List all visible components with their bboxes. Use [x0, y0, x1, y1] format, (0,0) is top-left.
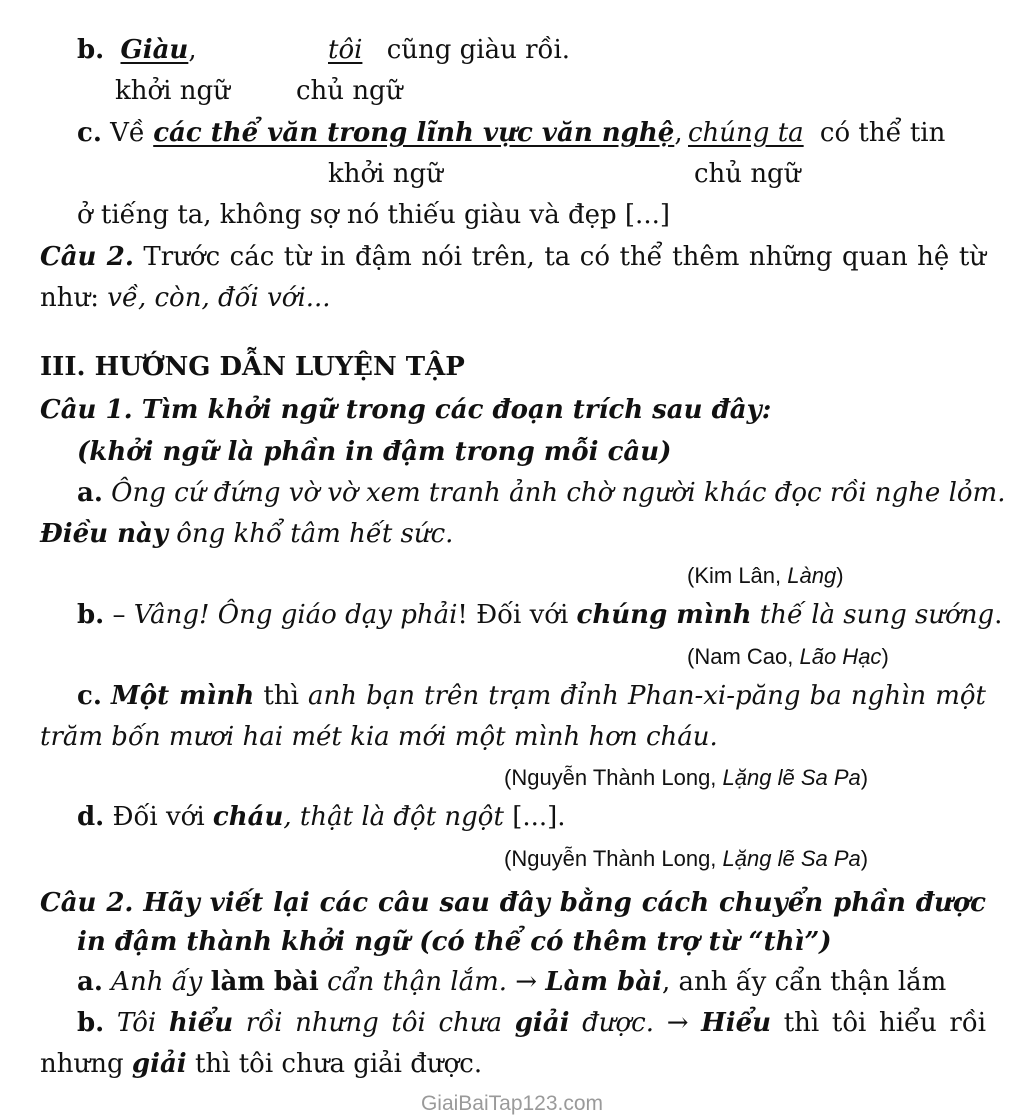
sentence-rest: thì tôi hiểu rồi	[783, 1008, 987, 1038]
topic-tag: khởi ngữ	[115, 76, 230, 106]
sentence-text: nhưng	[40, 1049, 124, 1079]
cau2-line1	[40, 241, 986, 273]
quote-pre: Đối với	[112, 802, 205, 832]
example-c-line	[77, 117, 683, 149]
item-label: b.	[77, 35, 105, 65]
source-close: )	[860, 765, 869, 790]
example-b-subject-line	[328, 34, 570, 66]
example-b-line	[77, 34, 197, 66]
quote-text: thế là sung sướng	[759, 600, 995, 630]
topic-phrase: Hiểu	[701, 1008, 772, 1038]
q1-a-source	[687, 560, 844, 592]
quote-end: .	[994, 600, 1003, 630]
sentence-rest: , anh ấy cẩn thận lắm	[661, 967, 947, 997]
item-label: d.	[77, 802, 105, 832]
q1-a-line1	[77, 477, 1006, 509]
sentence-text: Anh ấy	[111, 967, 203, 997]
sentence-text: Tôi	[116, 1008, 157, 1038]
sentence-text: được.	[582, 1008, 655, 1038]
q1-b-line	[77, 599, 1002, 631]
source-author: (Nguyễn Thành Long,	[504, 765, 717, 790]
subject-phrase: tôi	[328, 35, 363, 65]
sentence-rest: có thể tin	[819, 118, 946, 148]
subject-tag: chủ ngữ	[296, 76, 403, 106]
q2-b-line1	[77, 1007, 986, 1039]
source-close: )	[881, 644, 889, 669]
topic-phrase: Điều này	[40, 519, 168, 549]
comma: ,	[674, 118, 683, 148]
topic-tag: khởi ngữ	[328, 159, 443, 189]
q2-b-line2	[40, 1048, 482, 1080]
source-title: Lặng lẽ Sa Pa	[722, 846, 861, 871]
bold-phrase: giải	[514, 1008, 570, 1038]
section-heading: III. HƯỚNG DẪN LUYỆN TẬP	[40, 352, 465, 382]
preposition: Về	[110, 118, 145, 148]
item-label: a.	[77, 967, 103, 997]
topic-phrase: Làm bài	[545, 967, 662, 997]
arrow-icon: →	[515, 967, 538, 997]
cau2-line2	[40, 282, 331, 314]
sentence-rest: thì tôi chưa giải được.	[194, 1049, 483, 1079]
source-author: (Kim Lân,	[687, 563, 782, 588]
arrow-icon: →	[666, 1008, 689, 1038]
q1-a-line2	[40, 518, 453, 550]
source-close: )	[836, 563, 844, 588]
source-author: (Nguyễn Thành Long,	[504, 846, 717, 871]
topic-phrase: cháu	[212, 802, 284, 832]
q1-c-line2: trăm bốn mươi hai mét kia mới một mình hơn cháu.	[40, 722, 718, 752]
q1-c-source	[504, 762, 868, 794]
quote-text: anh bạn trên trạm đỉnh Phan-xi-păng ba nghìn một	[308, 681, 986, 711]
quote-text: Ông cứ đứng vờ vờ xem tranh ảnh chờ người khác đọc rồi nghe lỏm.	[111, 478, 1006, 508]
topic-phrase: Giàu	[120, 35, 189, 65]
item-label: c.	[77, 681, 102, 711]
topic-phrase: chúng mình	[576, 600, 752, 630]
quote-text: Vâng! Ông giáo dạy phải	[133, 600, 458, 630]
item-label: a.	[77, 478, 103, 508]
bold-phrase: làm bài	[210, 967, 319, 997]
comma: ,	[188, 35, 197, 65]
example-c-subject-line	[688, 117, 945, 149]
item-label: c.	[77, 118, 102, 148]
quote-mid: thì	[263, 681, 299, 711]
sentence-text: rồi nhưng tôi chưa	[245, 1008, 503, 1038]
q2-title-line2: in đậm thành khởi ngữ (có thể có thêm trợ từ “thì”)	[77, 927, 832, 957]
quote-text: , thật là đột ngột	[283, 802, 504, 832]
topic-phrase: các thể văn trong lĩnh vực văn nghệ	[153, 118, 675, 148]
quote-mid: ! Đối với	[457, 600, 569, 630]
q1-title: Câu 1. Tìm khởi ngữ trong các đoạn trích sau đây:	[40, 395, 772, 425]
q2-title-line1: Câu 2. Hãy viết lại các câu sau đây bằng cách chuyển phần được	[40, 888, 986, 918]
subject-tag: chủ ngữ	[694, 159, 801, 189]
source-title: Lặng lẽ Sa Pa	[722, 765, 861, 790]
question-text: Trước các từ in đậm nói trên, ta có thể thêm những quan hệ từ	[143, 242, 987, 272]
q1-d-line	[77, 801, 566, 833]
q1-d-source	[504, 843, 868, 875]
quote-text: ông khổ tâm hết sức.	[176, 519, 454, 549]
topic-phrase: giải	[131, 1049, 187, 1079]
source-author: (Nam Cao,	[687, 644, 794, 669]
source-title: Lão Hạc	[799, 644, 882, 669]
question-text-italic: về, còn, đối với...	[107, 283, 331, 313]
sentence-text: cẩn thận lắm.	[327, 967, 508, 997]
dash: –	[112, 600, 126, 630]
subject-phrase: chúng ta	[688, 118, 804, 148]
quote-end: [...].	[512, 802, 566, 832]
source-title: Làng	[787, 563, 837, 588]
item-label: b.	[77, 600, 105, 630]
question-label: Câu 2.	[40, 242, 134, 272]
q2-a-line	[77, 966, 946, 998]
question-text-pre: như:	[40, 283, 99, 313]
continuation-text: ở tiếng ta, không sợ nó thiếu giàu và đẹp [...]	[77, 200, 670, 230]
q1-note: (khởi ngữ là phần in đậm trong mỗi câu)	[77, 437, 672, 467]
q1-c-line1	[77, 680, 986, 712]
sentence-rest: cũng giàu rồi.	[386, 35, 571, 65]
watermark: GiaiBaiTap123.com	[420, 1092, 604, 1115]
source-close: )	[860, 846, 869, 871]
bold-phrase: hiểu	[168, 1008, 234, 1038]
item-label: b.	[77, 1008, 105, 1038]
topic-phrase: Một mình	[111, 681, 255, 711]
q1-b-source	[687, 641, 889, 673]
